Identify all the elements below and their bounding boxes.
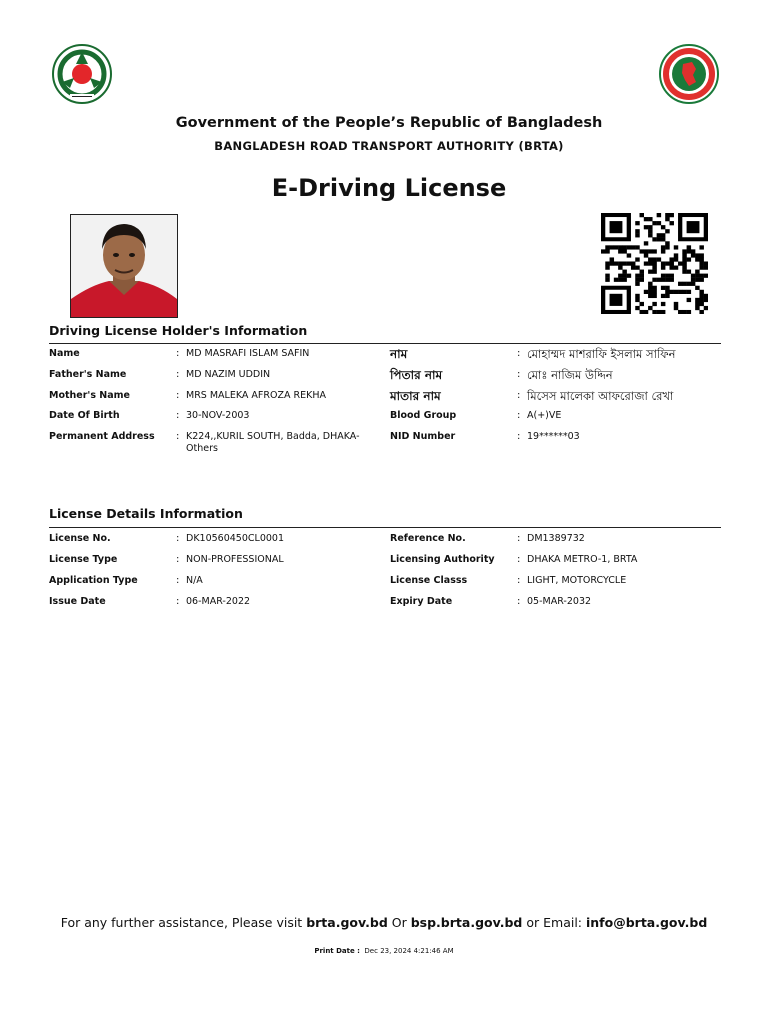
license-class-value: LIGHT, MOTORCYCLE [527,575,627,586]
footer-email-prefix: or Email: [522,915,586,930]
license-type-label: License Type [49,554,118,565]
colon: : [517,596,521,607]
father-name-value: MD NAZIM UDDIN [186,369,271,380]
application-type-label: Application Type [49,575,138,586]
name-bn-value: মোহাম্মদ মাশরাফি ইসলাম সাফিন [527,347,676,361]
name-value: MD MASRAFI ISLAM SAFIN [186,348,310,359]
brta-link[interactable]: brta.gov.bd [306,915,388,930]
colon: : [517,390,521,401]
authority-title: BANGLADESH ROAD TRANSPORT AUTHORITY (BRTA) [214,139,564,153]
nid-label: NID Number [390,431,456,442]
address-label: Permanent Address [49,431,155,442]
footer-or: Or [387,915,411,930]
licensing-authority-label: Licensing Authority [390,554,495,565]
colon: : [176,410,180,421]
colon: : [176,369,180,380]
section-divider [49,343,721,344]
expiry-date-value: 05-MAR-2032 [527,596,592,607]
mother-name-value: MRS MALEKA AFROZA REKHA [186,390,326,401]
print-date-label: Print Date : [314,947,360,955]
application-type-value: N/A [186,575,203,586]
brta-logo-icon [50,44,114,104]
colon: : [176,431,180,442]
father-name-bn-value: মোঃ নাজিম উদ্দিন [527,368,613,382]
name-bn-label: নাম [390,347,408,361]
colon: : [176,533,180,544]
mother-name-bn-label: মাতার নাম [390,389,441,403]
bsp-link[interactable]: bsp.brta.gov.bd [410,915,523,930]
licensing-authority-value: DHAKA METRO-1, BRTA [527,554,638,565]
nid-value: 19******03 [527,431,580,442]
blood-group-value: A(+)VE [527,410,562,421]
license-type-value: NON-PROFESSIONAL [186,554,284,565]
mother-name-label: Mother's Name [49,390,130,401]
name-label: Name [49,348,80,359]
colon: : [517,410,521,421]
issue-date-label: Issue Date [49,596,106,607]
reference-no-value: DM1389732 [527,533,585,544]
father-name-bn-label: পিতার নাম [390,368,443,382]
holder-section-title: Driving License Holder's Information [49,323,308,338]
section-divider [49,527,721,528]
colon: : [176,575,180,586]
page-title: E-Driving License [271,174,507,202]
address-value: K224,,KURIL SOUTH, Badda, DHAKA-Others [186,431,360,454]
colon: : [176,390,180,401]
footer-assistance [0,915,768,930]
father-name-label: Father's Name [49,369,127,380]
government-title: Government of the People’s Republic of Bangladesh [175,115,603,131]
colon: : [517,533,521,544]
colon: : [176,348,180,359]
colon: : [176,554,180,565]
email-link[interactable]: info@brta.gov.bd [586,915,708,930]
license-no-label: License No. [49,533,111,544]
dob-value: 30-NOV-2003 [186,410,250,421]
footer-prefix: For any further assistance, Please visit [60,915,307,930]
print-date [0,947,768,955]
colon: : [517,348,521,359]
issue-date-value: 06-MAR-2022 [186,596,251,607]
qr-code[interactable] [601,213,708,314]
dob-label: Date Of Birth [49,410,120,421]
license-section-title: License Details Information [49,506,243,521]
colon: : [517,431,521,442]
blood-group-label: Blood Group [390,410,457,421]
colon: : [517,369,521,380]
holder-photo [70,214,178,318]
license-no-value: DK10560450CL0001 [186,533,285,544]
bangladesh-gov-seal-icon [656,44,722,104]
print-date-value: Dec 23, 2024 4:21:46 AM [364,947,454,955]
colon: : [517,554,521,565]
license-class-label: License Classs [390,575,468,586]
colon: : [176,596,180,607]
mother-name-bn-value: মিসেস মালেকা আফরোজা রেখা [527,389,674,403]
expiry-date-label: Expiry Date [390,596,453,607]
colon: : [517,575,521,586]
reference-no-label: Reference No. [390,533,466,544]
